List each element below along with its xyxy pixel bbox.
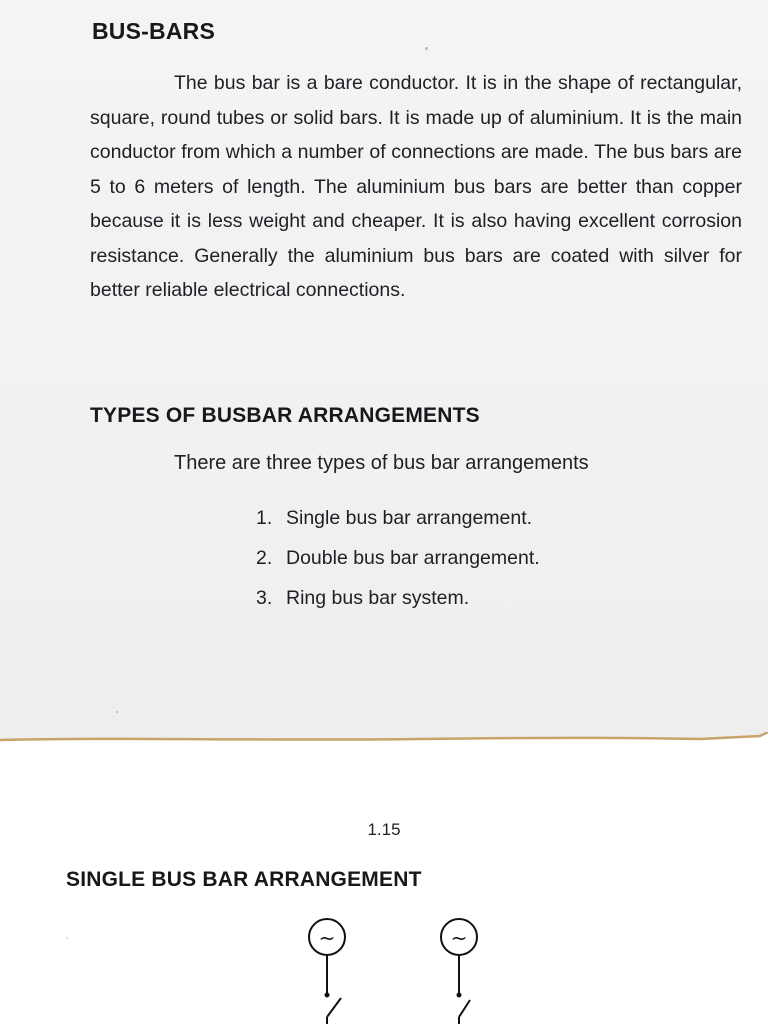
single-bus-bar-diagram (0, 905, 768, 1024)
paper-speck (425, 47, 428, 50)
list-item: 2. Double bus bar arrangement. (256, 547, 540, 569)
page-edge (0, 732, 768, 746)
paper-speck (116, 711, 118, 713)
list-item: 3. Ring bus bar system. (256, 587, 470, 609)
section-heading-types: TYPES OF BUSBAR ARRANGEMENTS (90, 404, 480, 427)
svg-text:~: ~ (450, 926, 468, 950)
types-intro: There are three types of bus bar arrangements (174, 452, 589, 474)
section-heading-bus-bars: BUS-BARS (92, 18, 215, 44)
ac-generator-icon (309, 919, 345, 955)
page-number: 1.15 (367, 820, 401, 839)
paper-speck (66, 937, 68, 939)
switch-icon (327, 998, 341, 1024)
bus-bar-description: The bus bar is a bare conductor. It is in the shape of rectangular, square, round tubes or solid bars. It is made up of aluminium. It is the main conductor from which a number of connections are made. The bus bars are 5 to 6 meters of length. The aluminium bus bars are better than copper because it is less weight and cheaper. It is also having excellent corrosion resistance. Generally the aluminium bus bars are coated with silver for better reliable electrical connections. (90, 72, 742, 301)
switch-icon (459, 1000, 470, 1024)
section-heading-single-bus-bar: SINGLE BUS BAR ARRANGEMENT (66, 868, 422, 891)
ac-generator-icon (441, 919, 477, 955)
arrangement-list (256, 498, 540, 618)
list-item: 1. Single bus bar arrangement. (256, 507, 533, 529)
svg-text:~: ~ (318, 926, 336, 950)
